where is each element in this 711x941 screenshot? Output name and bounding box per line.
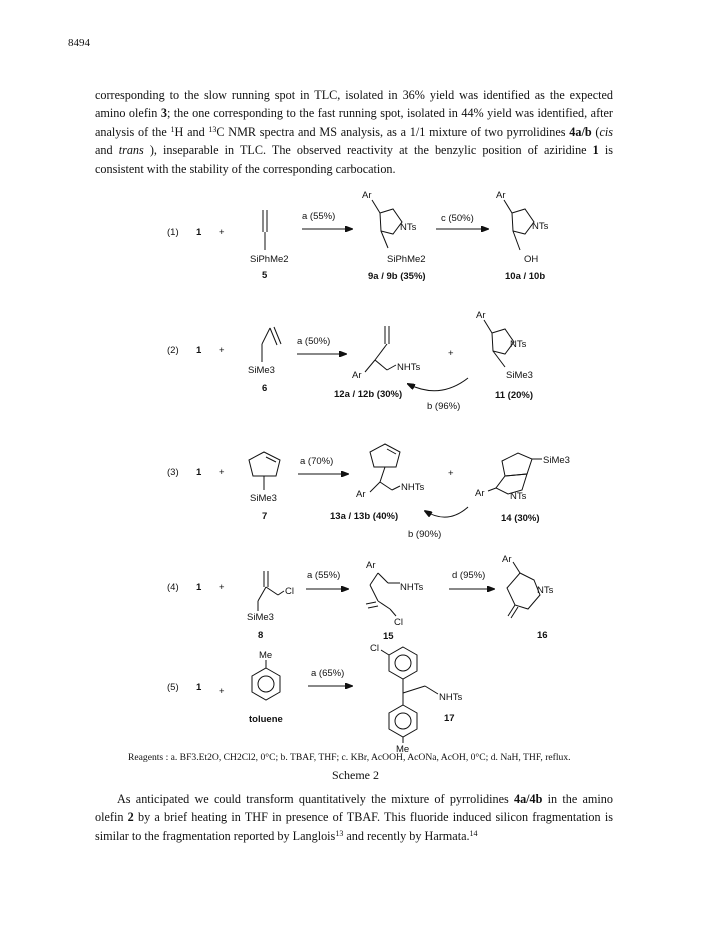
aryl-label: Ar [366, 560, 376, 571]
condition-label: a (65%) [311, 668, 345, 679]
reagent-substituent: SiPhMe2 [250, 254, 289, 265]
chloroallylsilane-structure [258, 571, 284, 611]
aryl-label: Ar [496, 190, 506, 201]
condition-label: c (50%) [441, 213, 474, 224]
product-label: 13a / 13b (40%) [330, 511, 399, 522]
reagents-caption: Reagents : a. BF3.Et2O, CH2Cl2, 0°C; b. TBAF, THF; c. KBr, AcOOH, AcONa, AcOH, 0°C; d. NaH, THF, reflux. [128, 752, 571, 763]
nts-label: NTs [510, 491, 527, 502]
reactant-number: 1 [196, 467, 202, 478]
page-number: 8494 [68, 37, 90, 49]
product-label: 11 (20%) [495, 390, 534, 401]
row-number: (1) [167, 227, 179, 238]
amino-olefin-structure [365, 326, 396, 372]
silyl-label: SiMe3 [506, 370, 533, 381]
reagent-number: 8 [258, 630, 264, 641]
reaction-arrow [408, 378, 468, 391]
aryl-label: Ar [502, 554, 512, 565]
plus-sign: + [219, 582, 225, 593]
plus-sign: + [219, 467, 225, 478]
nts-label: NTs [532, 221, 549, 232]
product-label: 17 [444, 713, 455, 724]
reagent-substituent: SiMe3 [248, 365, 275, 376]
aryl-label: Ar [475, 488, 485, 499]
allylsilane-structure [262, 327, 281, 362]
reagent-substituent: SiMe3 [247, 612, 274, 623]
nts-label: NTs [510, 339, 527, 350]
product-substituent: SiPhMe2 [387, 254, 426, 265]
amino-olefin-structure [370, 444, 400, 492]
reagent-name: toluene [249, 714, 283, 725]
plus-sign: + [219, 345, 225, 356]
product-label: 12a / 12b (30%) [334, 389, 403, 400]
product-label: 10a / 10b [505, 271, 546, 282]
reaction-row-4 [167, 554, 554, 642]
silyl-label: SiMe3 [543, 455, 570, 466]
chloro-label: Cl [285, 586, 294, 597]
reactant-number: 1 [196, 582, 202, 593]
condition-label: a (55%) [302, 211, 336, 222]
chloro-label: Cl [394, 617, 403, 628]
row-number: (5) [167, 682, 179, 693]
reactant-number: 1 [196, 227, 202, 238]
product-label: 15 [383, 631, 394, 642]
condition-label: d (95%) [452, 570, 486, 581]
condition-label: a (70%) [300, 456, 334, 467]
row-number: (4) [167, 582, 179, 593]
condition-label: a (50%) [297, 336, 331, 347]
paragraph-bottom: As anticipated we could transform quantitatively the mixture of pyrrolidines 4a/4b in the amino olefin 2 by a brief heating in THF in presence of TBAF. This fluoride induced silicon fragmentation is similar to the fragmentation reported by Langlois$^{13}$ and recently by Harmata.$^{14}$ [95, 792, 613, 843]
chloroalkene-amine-structure [366, 573, 400, 616]
diarylethylamine-structure [381, 647, 438, 743]
toluene-structure [252, 660, 280, 700]
nhts-label: NHTs [397, 362, 421, 373]
reaction-row-2 [167, 310, 533, 412]
reactant-number: 1 [196, 682, 202, 693]
nhts-label: NHTs [439, 692, 463, 703]
reagent-number: 6 [262, 383, 268, 394]
methyl-label: Me [259, 650, 273, 661]
row-number: (3) [167, 467, 179, 478]
pyrrolidine-structure [504, 200, 534, 250]
aryl-label: Ar [362, 190, 372, 201]
nts-label: NTs [537, 585, 554, 596]
plus-sign: + [448, 468, 454, 479]
bicyclic-pyrrolidine-structure [488, 453, 542, 494]
reaction-row-5 [167, 643, 462, 755]
row-number: (2) [167, 345, 179, 356]
methyl-label: Me [396, 744, 410, 755]
condition-label: b (90%) [408, 529, 442, 540]
nhts-label: NHTs [401, 482, 425, 493]
aryl-label: Ar [352, 370, 362, 381]
reaction-arrow [425, 507, 468, 517]
reagent-number: 7 [262, 511, 268, 522]
plus-sign: + [219, 686, 225, 697]
chloro-label: Cl [370, 643, 379, 654]
hydroxyl-label: OH [524, 254, 539, 265]
reaction-row-3 [167, 444, 570, 540]
condition-label: b (96%) [427, 401, 461, 412]
condition-label: a (55%) [307, 570, 341, 581]
pyrrolidine-structure [372, 200, 402, 248]
plus-sign: + [219, 227, 225, 238]
reactant-number: 1 [196, 345, 202, 356]
product-label: 16 [537, 630, 548, 641]
scheme-title: Scheme 2 [332, 768, 379, 782]
aryl-label: Ar [476, 310, 486, 321]
cyclopentenylsilane-structure [249, 452, 280, 490]
reagent-substituent: SiMe3 [250, 493, 277, 504]
reagent-number: 5 [262, 270, 268, 281]
paragraph-top: corresponding to the slow running spot in TLC, isolated in 36% yield was identified as the expected amino olefin 3; the one corresponding to the fast running spot, isolated in 44% yield was identified, after analysis of the $^1$H and $^{13}$C NMR spectra and MS analysis, as a 1/1 mixture of two pyrrolidines 4a/b (cis and trans ), inseparable in TLC. The observed reactivity at the benzylic position of aziridine 1 is consistent with the stability of the corresponding carbocation. [95, 88, 613, 176]
nts-label: NTs [400, 222, 417, 233]
piperidine-structure [507, 562, 540, 618]
vinylsilane-structure [263, 210, 267, 250]
plus-sign: + [448, 348, 454, 359]
product-label: 14 (30%) [501, 513, 540, 524]
product-label: 9a / 9b (35%) [368, 271, 426, 282]
reaction-row-1 [167, 190, 549, 282]
nhts-label: NHTs [400, 582, 424, 593]
aryl-label: Ar [356, 489, 366, 500]
